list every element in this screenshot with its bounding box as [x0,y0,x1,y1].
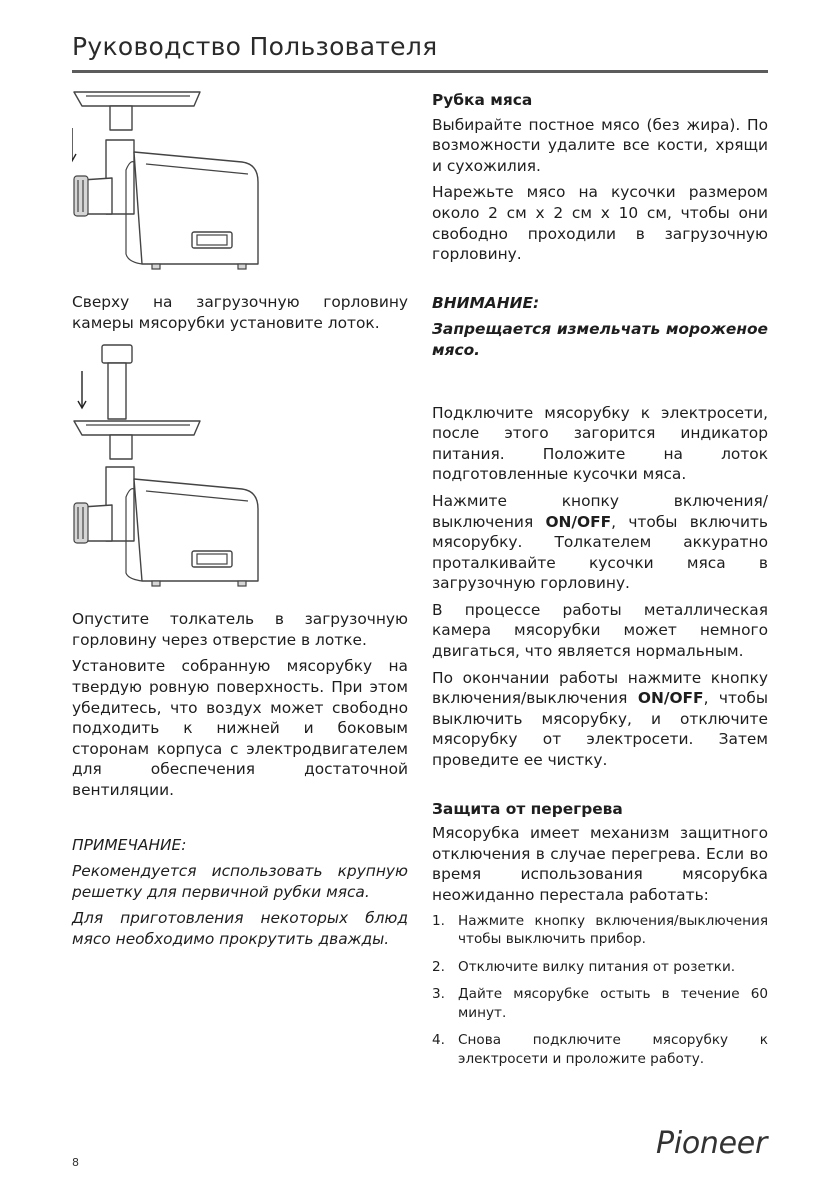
brand-logo: Pioneer [656,1126,767,1161]
page-number: 8 [72,1156,79,1169]
paragraph-chamber-moves: В процессе работы металлическая камера мясорубки может немного двигаться, что является нормальным. [432,600,768,661]
section-title-overheat: Защита от перегрева [432,799,623,818]
paragraph-choose-meat: Выбирайте постное мясо (без жира). По возможности удалите все кости, хрящи и сухожилия. [432,115,768,175]
caption-install-tray: Сверху на загрузочную горловину камеры мясорубки установите лоток. [72,293,408,332]
paragraph-cut-meat: Нарежьте мясо на кусочки размером около 2 см х 2 см х 10 см, чтобы они свободно проходили в загрузочную горловину. [432,183,768,264]
warning-title: ВНИМАНИЕ: [432,293,540,312]
paragraph-connect: Подключите мясорубку к электросети, после этого загорится индикатор питания. Положите на лоток подготовленные кусочки мяса. [432,403,768,484]
right-column [432,90,768,1077]
caption-insert-pusher: Опустите толкатель в загрузочную горловину через отверстие в лотке. [72,610,408,649]
note-coarse-plate: Рекомендуется использовать крупную решетку для первичной рубки мяса. [72,862,408,901]
left-column [72,84,408,956]
list-item: 4. Снова подключите мясорубку к электросети и проложите работу. [432,1032,768,1067]
note-title: ПРИМЕЧАНИЕ: [72,835,187,854]
page-title: Руководство Пользователя [72,32,438,61]
section-title-chopping: Рубка мяса [432,91,533,109]
warning-text: Запрещается измельчать мороженое мясо. [432,320,768,359]
list-item: 1. Нажмите кнопку включения/выключения чтобы выключить прибор. [432,912,768,948]
list-item: 3. Дайте мясорубке остыть в течение 60 минут. [432,986,768,1021]
meat-grinder-pusher-illustration [72,341,292,601]
header-divider [72,70,768,73]
list-item: 2. Отключите вилку питания от розетки. [432,958,736,975]
paragraph-placement: Установите собранную мясорубку на твердую ровную поверхность. При этом убедитесь, что воздух может свободно подходить к нижней и боковым сторонам корпуса с электродвигателем для обеспечения достаточной вентиляции. [72,657,408,799]
overheat-steps-list [432,912,768,1069]
paragraph-switch-off: По окончании работы нажмите кнопку включения/выключения ON/OFF, чтобы выключить мясорубку, и отключите мясорубку от электросети. Затем проведите ее чистку. [432,668,768,770]
meat-grinder-tray-illustration [72,84,292,284]
paragraph-overheat-intro: Мясорубка имеет механизм защитного отключения в случае перегрева. Если во время использования мясорубка неожиданно перестала работать: [432,824,768,904]
paragraph-switch-on: Нажмите кнопку включения/выключения ON/OFF, чтобы включить мясорубку. Толкателем аккуратно проталкивайте кусочки мяса в загрузочную горловину. [432,491,768,593]
note-grind-twice: Для приготовления некоторых блюд мясо необходимо прокрутить дважды. [72,909,408,948]
